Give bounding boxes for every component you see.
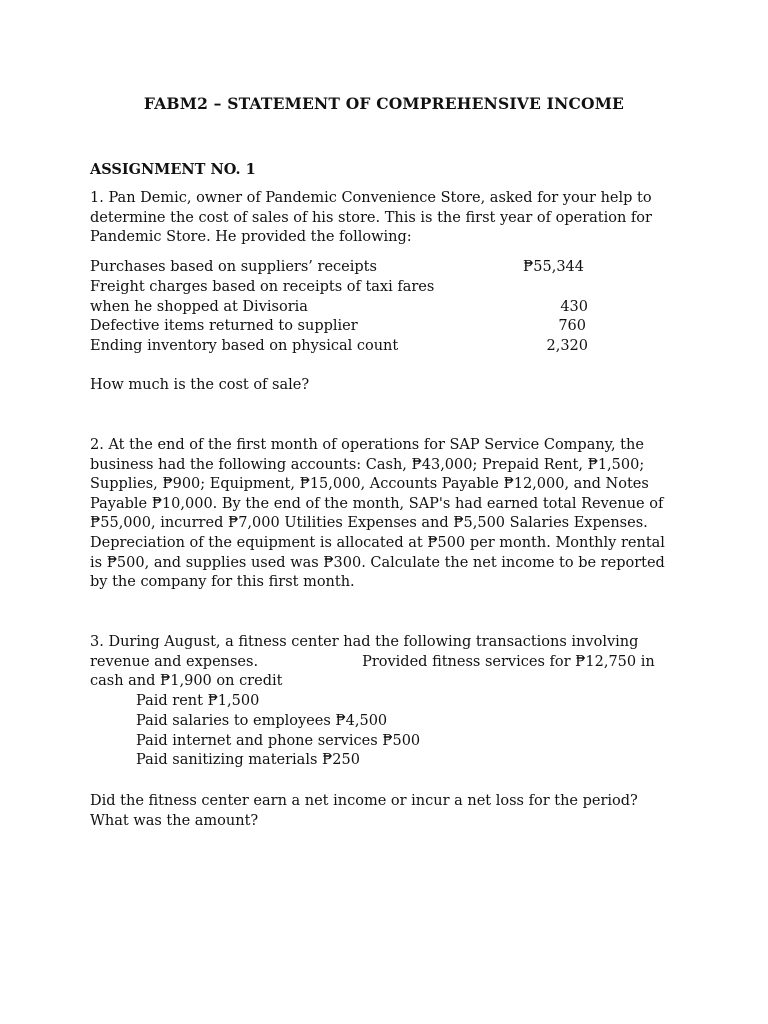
figure-row — [90, 317, 586, 337]
question-1-figures — [90, 258, 588, 357]
figure-label: Ending inventory based on physical count — [90, 338, 399, 355]
figure-amount: 760 — [558, 318, 586, 335]
figure-label: Purchases based on suppliers’ receipts — [90, 259, 377, 275]
question-3-services: Provided fitness services for ₱12,750 in cash and ₱1,900 on credit — [90, 653, 655, 690]
document-title: FABM2 – STATEMENT OF COMPREHENSIVE INCOME — [143, 94, 625, 113]
figure-label: Freight charges based on receipts of taxi fares — [90, 278, 435, 295]
figure-row — [90, 258, 584, 278]
transaction-item: Paid sanitizing materials ₱250 — [136, 752, 360, 769]
figure-amount: ₱55,344 — [523, 259, 584, 275]
transaction-item: Paid internet and phone services ₱500 — [136, 732, 421, 749]
question-1-text: 1. Pan Demic, owner of Pandemic Convenience Store, asked for your help to determine the cost of sales of his store. This is the first year of operation for Pandemic Store. He provided the following: — [90, 190, 652, 246]
transaction-item: Paid rent ₱1,500 — [136, 693, 260, 709]
question-2-text: 2. At the end of the first month of operations for SAP Service Company, the business had the following accounts: Cash, ₱43,000; Prepaid Rent, ₱1,500; Supplies, ₱900; Equipment, ₱15,000, Accounts Payable ₱12,000, and Notes Payable ₱10,000. By the end of the month, SAP's had earned total Revenue of ₱55,000, incurred ₱7,000 Utilities Expenses and ₱5,500 Salaries Expenses. Depreciation of the equipment is allocated at ₱500 per month. Monthly rental is ₱500, and supplies used was ₱300. Calculate the net income to be reported by the company for this first month. — [90, 437, 665, 591]
question-1-prompt: How much is the cost of sale? — [90, 377, 310, 393]
assignment-heading: ASSIGNMENT NO. 1 — [90, 161, 256, 178]
figure-amount: 430 — [560, 298, 588, 315]
question-3-text — [90, 633, 665, 692]
figure-label: Defective items returned to supplier — [90, 318, 358, 335]
question-3-transactions — [136, 692, 636, 771]
transaction-item: Paid salaries to employees ₱4,500 — [136, 712, 388, 729]
figure-row — [90, 337, 588, 357]
figure-label: when he shopped at Divisoria — [90, 298, 308, 315]
figure-row — [90, 298, 588, 318]
figure-row — [90, 278, 570, 298]
question-3-intro: 3. During August, a fitness center had the following transactions involving revenue and expenses. — [90, 634, 639, 670]
figure-amount: 2,320 — [546, 338, 588, 355]
question-3-prompt: Did the fitness center earn a net income or incur a net loss for the period? What was the amount? — [90, 793, 638, 829]
